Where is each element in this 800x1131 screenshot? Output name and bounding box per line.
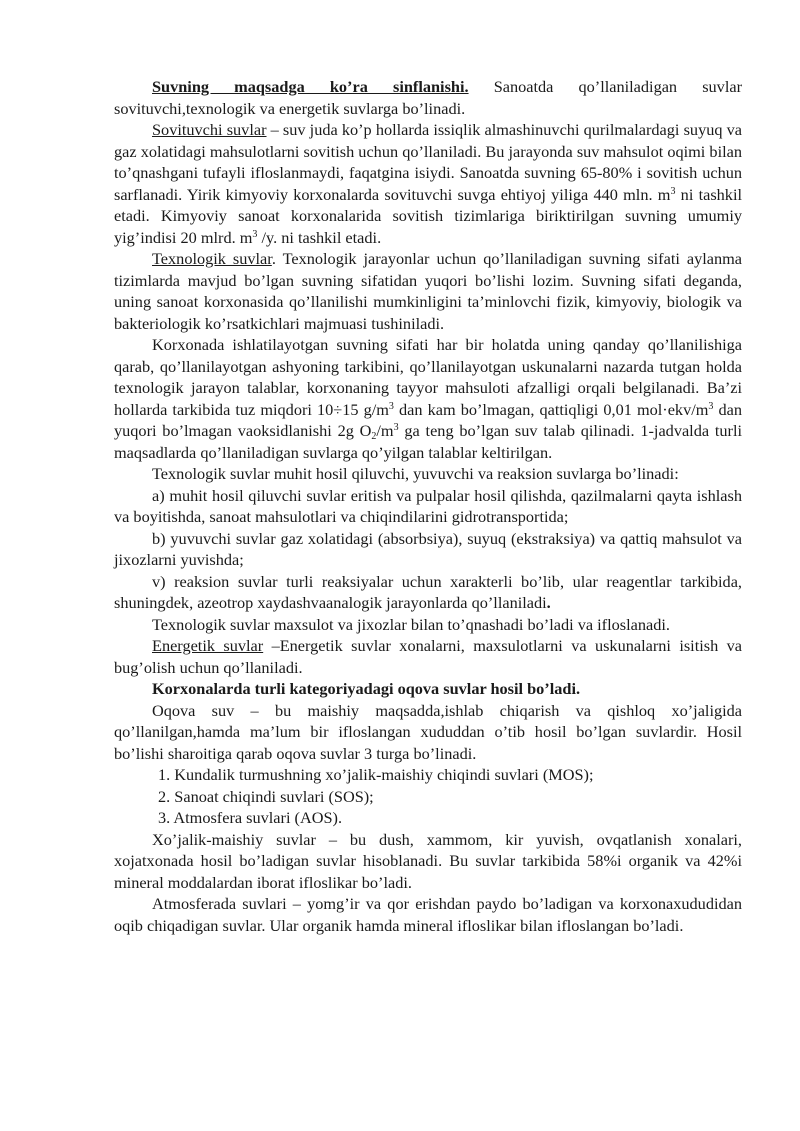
list-item-v: v) reaksion suvlar turli reaksiyalar uchun xarakterli bo’lib, ular reagentlar tarkibida, shuningdek, azeotrop xaydashvaanalogik jarayonlarda qo’llaniladi. (114, 571, 742, 612)
paragraph-wastewater-definition: Oqova suv – bu maishiy maqsadda,ishlab chiqarish va qishloq xo’jaligida qo’llanilgan,hamda ma’lum bir ifloslangan xududdan o’tib hosil bo’lgan suvlardir. Hosil bo’lishi sharoitiga qarab oqova suvlar 3 turga bo’linadi. (114, 700, 742, 763)
paragraph-text: Sanoatda qo’llaniladigan suvlar sovituvchi,texnologik va energetik suvlarga bo’linadi. (114, 77, 742, 118)
paragraph-cooling-water: Sovituvchi suvlar – suv juda ko’p hollarda issiqlik almashinuvchi qurilmalardagi suyuq va gaz xolatidagi mahsulotlarni sovitish uchun qo’llaniladi. Bu jarayonda suv mahsulot oqimi bilan to’qnashgani tufayli ifloslanmaydi, faqatgina isiydi. Sanoatda suvning 65-80% i sovitish uchun sarflanadi. Yirik kimyoviy korxonalarda sovituvchi suvga ehtiyoj yiliga 440 mln. $m^3$ ni tashkil etadi. Kimyoviy sanoat korxonalarida sovitish tizimlariga biriktirilgan suvning umumiy yig’indisi 20 mlrd. $m^3$ /y. ni tashkil etadi. (114, 120, 742, 247)
paragraph-water-quality: Korxonada ishlatilayotgan suvning sifati har bir holatda uning qanday qo’llanilishiga qarab, qo’llanilayotgan ashyoning tarkibini, qo’llanilayotgan uskunalarni nazarda tutgan holda texnologik jarayon talablar, korxonaning tayyor mahsuloti afzalligi orqali belgilanadi. Ba’zi hollarda tarkibida tuz miqdori 10÷15 $g/m^3$ dan kam bo’lmagan, qattiqligi 0,01 $mol\cdot ekv/m^3$ dan yuqori bo’lmagan vaoksidlanishi 2g $O_2/m^3$ ga teng bo’lgan suv talab qilinadi. 1-jadvalda turli maqsadlarda qo’llaniladigan suvlarga qo’yilgan talablar keltirilgan. (114, 335, 742, 462)
list-item-3: 3. Atmosfera suvlari (AOS). (158, 808, 343, 827)
bold-heading-wastewater: Korxonalarda turli kategoriyadagi oqova suvlar hosil bo’ladi. (152, 679, 581, 698)
paragraph-water-types: Texnologik suvlar muhit hosil qiluvchi, yuvuvchi va reaksion suvlarga bo’linadi: (152, 464, 679, 483)
list-item-b: b) yuvuvchi suvlar gaz xolatidagi (absorbsiya), suyuq (ekstraksiya) va qattiq mahsulot va jixozlarni yuvishda; (114, 528, 742, 569)
list-item-2: 2. Sanoat chiqindi suvlari (SOS); (158, 786, 374, 806)
term-cooling-water: Sovituvchi suvlar (152, 120, 267, 139)
term-technological-water: Texnologik suvlar (152, 249, 272, 268)
document-page (114, 76, 742, 936)
paragraph-contamination: Texnologik suvlar maxsulot va jixozlar bilan to’qnashadi bo’ladi va ifloslanadi. (152, 614, 670, 634)
section-heading: Suvning maqsadga ko’ra sinflanishi. (152, 77, 469, 96)
paragraph-household-water: Xo’jalik-maishiy suvlar – bu dush, xammom, kir yuvish, ovqatlanish xonalari, xojatxonada hosil bo’ladigan suvlar hisoblanadi. Bu suvlar tarkibida 58%i organik va 42%i mineral moddalardan iborat ifloslikar bo’ladi. (114, 829, 742, 892)
paragraph-atmospheric-water: Atmosferada suvlari – yomg’ir va qor erishdan paydo bo’ladigan va korxonaxududidan oqib chiqadigan suvlar. Ular organik hamda mineral ifloslikar bilan ifloslangan bo’ladi. (114, 894, 742, 935)
list-item-a: a) muhit hosil qiluvchi suvlar eritish va pulpalar hosil qilishda, qazilmalarni qayta ishlash va boyitishda, sanoat mahsulotlari va chiqindilarini gidrotransportida; (114, 485, 742, 526)
paragraph-classification (114, 76, 742, 119)
term-energy-water: Energetik suvlar (152, 636, 264, 655)
paragraph-energy-water: Energetik suvlar –Energetik suvlar xonalarni, maxsulotlarni va uskunalarni isitish va bug’olish uchun qo’llaniladi. (114, 636, 742, 677)
list-item-1: 1. Kundalik turmushning xo’jalik-maishiy chiqindi suvlari (MOS); (158, 765, 594, 784)
paragraph-technological-water: Texnologik suvlar. Texnologik jarayonlar uchun qo’llaniladigan suvning sifati aylanma tizimlarda mavjud bo’lgan suvning sifatidan yuqori bo’lishi lozim. Suvning sifati deganda, uning sanoat korxonasida qo’llanilishi mumkinligini ta’minlovchi fizik, kimyoviy, biologik va bakteriologik ko’rsatkichlari majmuasi tushiniladi. (114, 249, 742, 333)
